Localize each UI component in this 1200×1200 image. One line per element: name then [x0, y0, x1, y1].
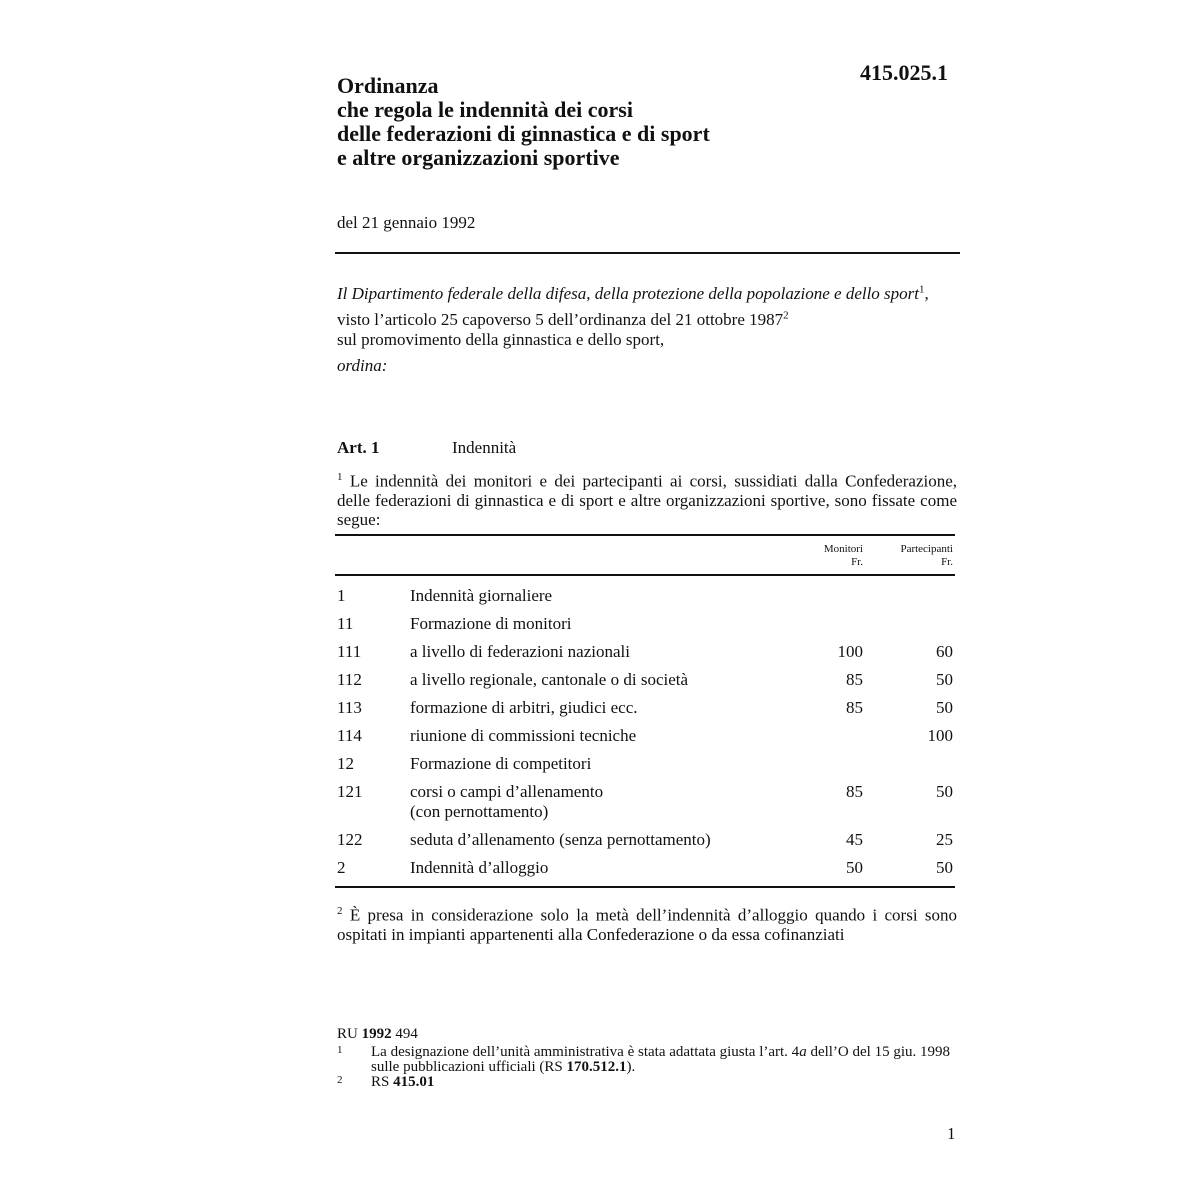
- header-monitori: [824, 543, 863, 569]
- header-partecipanti-unit: Fr.: [941, 556, 953, 568]
- table-header: [335, 536, 955, 574]
- header-partecipanti: [900, 543, 953, 569]
- header-partecipanti-label: Partecipanti: [900, 543, 953, 555]
- title-line: e altre organizzazioni sportive: [337, 145, 620, 170]
- row-code: 11: [337, 614, 354, 633]
- visto-line-2: sul promovimento della ginnastica e dello sport,: [337, 330, 665, 349]
- row-code: 1: [337, 586, 346, 605]
- row-monitori: 100: [837, 642, 863, 661]
- document-date: del 21 gennaio 1992: [337, 213, 476, 232]
- document-title: [337, 74, 710, 170]
- footnote-2: [337, 1075, 957, 1090]
- page-number: 1: [947, 1124, 956, 1143]
- footnotes: [337, 1027, 957, 1090]
- header-divider: [335, 252, 960, 254]
- ru-year: 1992: [361, 1026, 392, 1042]
- row-code: 111: [337, 642, 362, 661]
- table-body: [335, 576, 955, 886]
- sr-number: 415.025.1: [860, 60, 948, 85]
- row-desc: Formazione di monitori: [410, 614, 572, 633]
- row-partecipanti: 100: [927, 726, 953, 745]
- footnote-ref[interactable]: 1: [919, 283, 925, 296]
- row-desc-line-2: (con pernottamento): [410, 802, 549, 821]
- row-partecipanti: 50: [936, 782, 953, 801]
- row-desc: formazione di arbitri, giudici ecc.: [410, 698, 638, 717]
- row-code: 121: [337, 782, 363, 801]
- article-heading: [337, 438, 516, 458]
- footnote-text: RS: [371, 1074, 390, 1090]
- title-line: che regola le indennità dei corsi: [337, 97, 633, 122]
- footnote-ref-link[interactable]: 170.512.1: [566, 1059, 627, 1075]
- header-monitori-unit: Fr.: [851, 556, 863, 568]
- header-monitori-label: Monitori: [823, 543, 863, 555]
- title-line: delle federazioni di ginnastica e di sport: [337, 121, 710, 146]
- table-rule-bottom: [335, 886, 955, 888]
- row-desc: riunione di commissioni tecniche: [410, 726, 637, 745]
- footnote-text: La designazione dell’unità amministrativa è stata adattata giusta l’art. 4: [371, 1044, 800, 1060]
- title-line: Ordinanza: [337, 73, 439, 98]
- table-row: [335, 750, 955, 778]
- authority-text: Il Dipartimento federale della difesa, della protezione della popolazione e dello sport: [337, 284, 920, 303]
- paragraph-text: È presa in considerazione solo la metà dell’indennità d’alloggio quando i corsi sono ospitati in impianti appartenenti alla Confederazione o da essa cofinanziati: [337, 905, 957, 944]
- table-row: [335, 826, 955, 854]
- row-monitori: 50: [846, 858, 863, 877]
- footnote-ref[interactable]: 2: [783, 309, 789, 322]
- row-partecipanti: 50: [936, 858, 953, 877]
- indemnity-table: [335, 534, 955, 888]
- row-desc: a livello regionale, cantonale o di società: [410, 670, 689, 689]
- table-row: [335, 666, 955, 694]
- row-code: 2: [337, 858, 346, 877]
- row-monitori: 85: [846, 782, 863, 801]
- table-row: [335, 694, 955, 722]
- ru-page: 494: [395, 1026, 418, 1042]
- footnote-text: ).: [626, 1059, 636, 1075]
- row-code: 112: [337, 670, 362, 689]
- paragraph-text: Le indennità dei monitori e dei partecipanti ai corsi, sussidiati dalla Confederazione, delle federazioni di ginnastica e di sport e altre organizzazioni sportive, sono fissate come segue:: [337, 471, 958, 529]
- paragraph-2: [337, 902, 957, 944]
- preamble: [337, 284, 957, 376]
- visto-line-1: visto l’articolo 25 capoverso 5 dell’ordinanza del 21 ottobre 1987: [337, 310, 784, 329]
- row-desc: Formazione di competitori: [410, 754, 592, 773]
- row-desc: corsi o campi d’allenamento: [410, 782, 604, 801]
- row-desc: Indennità d’alloggio: [410, 858, 549, 877]
- row-desc: Indennità giornaliere: [410, 586, 553, 605]
- preamble-authority: [337, 284, 957, 304]
- table-row: [335, 778, 955, 826]
- row-code: 114: [337, 726, 362, 745]
- article-number: Art. 1: [337, 438, 380, 457]
- ordina: ordina:: [337, 356, 388, 375]
- row-desc: a livello di federazioni nazionali: [410, 642, 630, 661]
- footnote-text: dell’O del 15 giu. 1998 sulle pubblicazioni ufficiali (RS: [371, 1044, 951, 1075]
- row-code: 12: [337, 754, 354, 773]
- row-partecipanti: 50: [936, 698, 953, 717]
- row-monitori: 85: [846, 698, 863, 717]
- footnote-mark: 1: [337, 1044, 343, 1056]
- row-desc: seduta d’allenamento (senza pernottamento): [410, 830, 711, 849]
- paragraph-mark: 2: [337, 905, 343, 917]
- table-row: [335, 854, 955, 882]
- article-title: Indennità: [452, 438, 517, 457]
- table-row: [335, 610, 955, 638]
- row-partecipanti: 60: [936, 642, 953, 661]
- authority-suffix: ,: [924, 284, 929, 303]
- row-partecipanti: 25: [936, 830, 953, 849]
- preamble-visto: [337, 310, 957, 330]
- footnote-ref-link[interactable]: 415.01: [393, 1074, 435, 1090]
- ru-reference: [337, 1027, 957, 1042]
- row-code: 122: [337, 830, 363, 849]
- row-monitori: 45: [846, 830, 863, 849]
- footnote-1: [337, 1045, 957, 1075]
- row-partecipanti: 50: [936, 670, 953, 689]
- ru-prefix: RU: [337, 1026, 358, 1042]
- table-row: [335, 638, 955, 666]
- footnote-italic: a: [799, 1044, 807, 1060]
- table-row: [335, 722, 955, 750]
- table-row: [335, 582, 955, 610]
- paragraph-mark: 1: [337, 471, 343, 483]
- footnote-mark: 2: [337, 1074, 343, 1086]
- paragraph-1: [337, 468, 957, 529]
- row-monitori: 85: [846, 670, 863, 689]
- row-code: 113: [337, 698, 362, 717]
